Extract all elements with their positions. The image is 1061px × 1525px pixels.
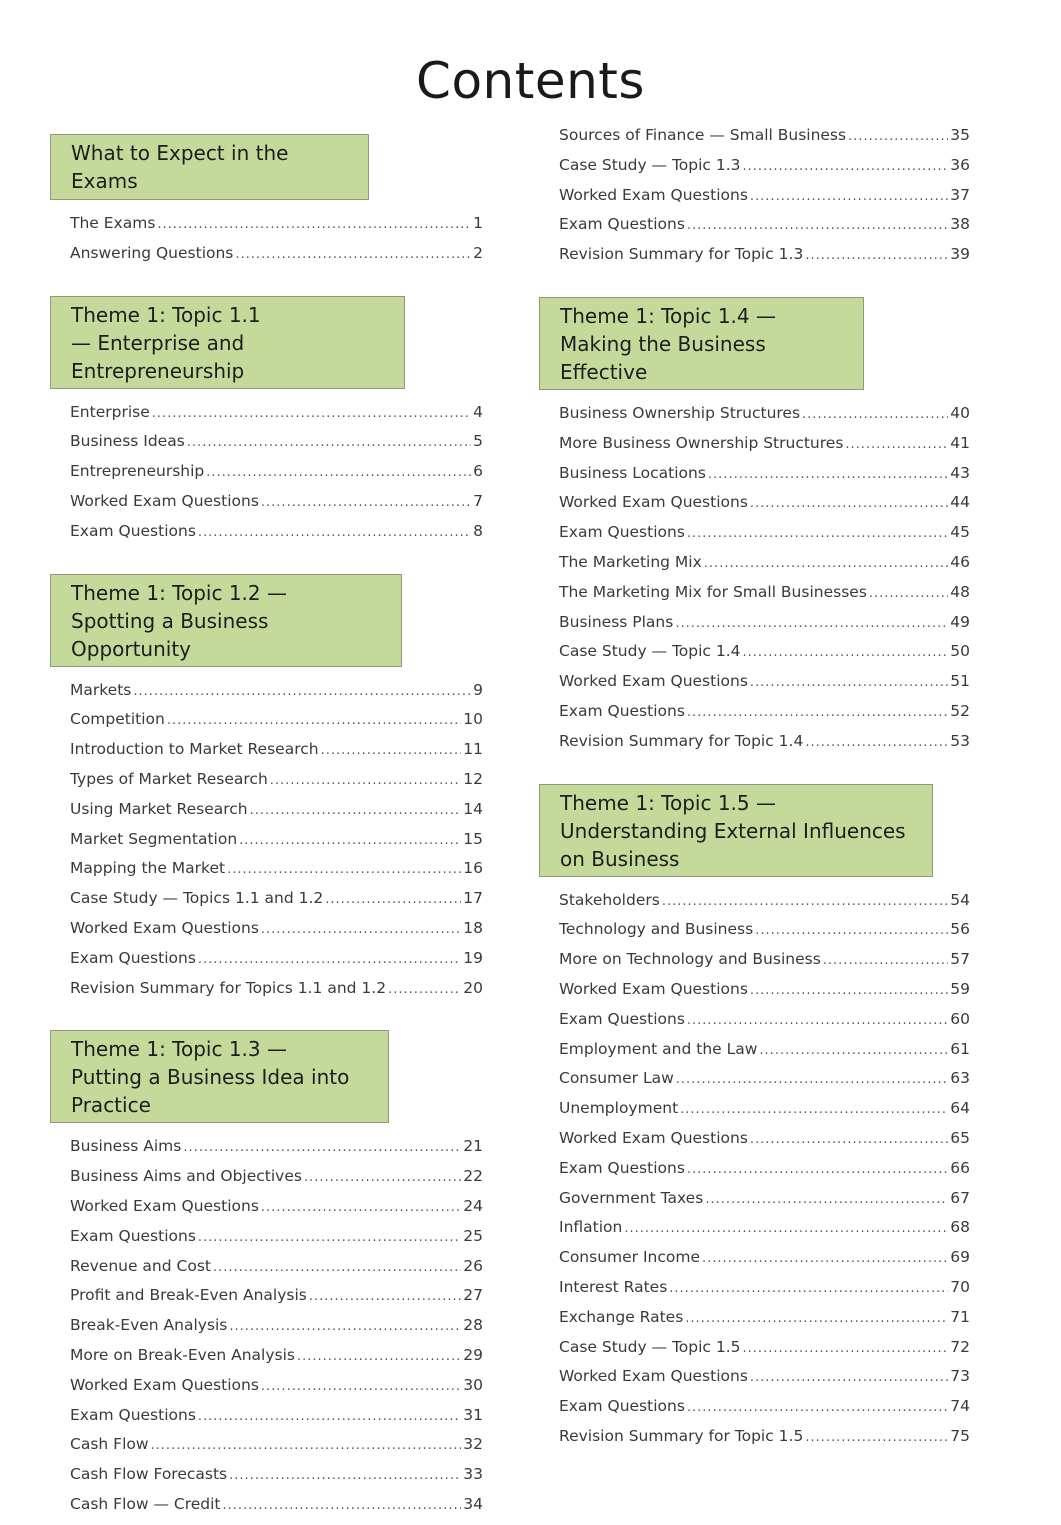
toc-entry-page: 49 bbox=[950, 612, 970, 631]
dot-leader bbox=[823, 953, 948, 968]
toc-entry[interactable] bbox=[559, 1248, 970, 1278]
dot-leader bbox=[675, 616, 948, 631]
toc-entry-page: 21 bbox=[463, 1137, 483, 1156]
toc-entry[interactable] bbox=[559, 186, 970, 216]
dot-leader bbox=[687, 526, 948, 541]
toc-entry-label: Worked Exam Questions bbox=[559, 493, 748, 512]
toc-entry-label: Profit and Break-Even Analysis bbox=[70, 1286, 307, 1305]
dot-leader bbox=[198, 1409, 461, 1424]
toc-entry[interactable] bbox=[559, 1010, 970, 1040]
toc-entry[interactable] bbox=[559, 404, 970, 434]
section-heading-line: Theme 1: Topic 1.5 — bbox=[560, 790, 776, 815]
toc-entry[interactable] bbox=[559, 523, 970, 553]
toc-entry-page: 34 bbox=[463, 1494, 483, 1513]
dot-leader bbox=[261, 922, 461, 937]
toc-entry-page: 61 bbox=[950, 1039, 970, 1058]
toc-entry[interactable] bbox=[559, 1189, 970, 1219]
toc-entry[interactable] bbox=[70, 949, 483, 979]
toc-entry-label: Exchange Rates bbox=[559, 1307, 684, 1326]
toc-entry-label: Exam Questions bbox=[70, 1405, 196, 1424]
toc-entry-label: The Marketing Mix for Small Businesses bbox=[559, 582, 867, 601]
toc-entry-label: More on Technology and Business bbox=[559, 950, 821, 969]
toc-entry-page: 75 bbox=[950, 1426, 970, 1445]
toc-entry-label: The Marketing Mix bbox=[559, 552, 702, 571]
section-heading-line: Making the Business Effective bbox=[560, 331, 766, 384]
toc-entry-page: 32 bbox=[463, 1435, 483, 1454]
dot-leader bbox=[198, 952, 461, 967]
toc-entry[interactable] bbox=[70, 492, 483, 522]
dot-leader bbox=[750, 189, 948, 204]
dot-leader bbox=[297, 1349, 461, 1364]
toc-entry-page: 20 bbox=[463, 978, 483, 997]
toc-entry-label: Unemployment bbox=[559, 1099, 679, 1118]
toc-entry[interactable] bbox=[559, 434, 970, 464]
toc-entry-label: Business Ownership Structures bbox=[559, 403, 801, 422]
toc-entry[interactable] bbox=[70, 1346, 483, 1376]
toc-entry-label: Exam Questions bbox=[559, 1397, 685, 1416]
toc-entry-page: 44 bbox=[950, 493, 970, 512]
toc-entry-label: Worked Exam Questions bbox=[70, 1375, 259, 1394]
dot-leader bbox=[687, 1162, 948, 1177]
toc-entry-label: Business Plans bbox=[559, 612, 674, 631]
toc-entry-page: 35 bbox=[950, 126, 970, 144]
toc-entry[interactable] bbox=[559, 1308, 970, 1338]
dot-leader bbox=[198, 1230, 461, 1245]
dot-leader bbox=[152, 406, 471, 421]
section-heading-line: Theme 1: Topic 1.2 — bbox=[71, 580, 287, 605]
toc-entry-label: Worked Exam Questions bbox=[70, 491, 259, 510]
toc-entry[interactable] bbox=[559, 553, 970, 583]
toc-entry[interactable] bbox=[559, 1069, 970, 1099]
toc-entry-label: Revision Summary for Topic 1.4 bbox=[559, 731, 804, 750]
dot-leader bbox=[167, 713, 461, 728]
dot-leader bbox=[223, 1498, 462, 1513]
dot-leader bbox=[261, 1200, 461, 1215]
dot-leader bbox=[151, 1438, 462, 1453]
toc-entry-page: 40 bbox=[950, 403, 970, 422]
dot-leader bbox=[229, 1468, 461, 1483]
toc-entry-page: 26 bbox=[463, 1256, 483, 1275]
toc-entry[interactable] bbox=[559, 583, 970, 613]
dot-leader bbox=[750, 1370, 948, 1385]
dot-leader bbox=[743, 645, 949, 660]
toc-entry-label: Consumer Income bbox=[559, 1248, 700, 1267]
left-column bbox=[50, 126, 483, 1525]
toc-entry-page: 53 bbox=[950, 731, 970, 750]
toc-entry-page: 56 bbox=[950, 920, 970, 939]
toc-entry[interactable] bbox=[70, 1465, 483, 1495]
dot-leader bbox=[687, 705, 948, 720]
toc-entry-label: The Exams bbox=[70, 214, 156, 232]
dot-leader bbox=[750, 1132, 948, 1147]
dot-leader bbox=[702, 1251, 948, 1266]
toc-entry-label: Case Study — Topic 1.4 bbox=[559, 642, 741, 661]
toc-entry[interactable] bbox=[70, 244, 483, 274]
toc-entry-label: Revision Summary for Topic 1.5 bbox=[559, 1426, 804, 1445]
dot-leader bbox=[704, 556, 948, 571]
dot-leader bbox=[157, 217, 471, 232]
toc-entry[interactable] bbox=[559, 215, 970, 245]
toc-entry[interactable] bbox=[559, 702, 970, 732]
dot-leader bbox=[270, 773, 461, 788]
section-heading bbox=[50, 1030, 389, 1123]
toc-entry[interactable] bbox=[559, 1278, 970, 1308]
toc-entry[interactable] bbox=[70, 740, 483, 770]
toc-entry-page: 10 bbox=[463, 710, 483, 729]
toc-entry-page: 8 bbox=[473, 521, 483, 540]
toc-entry-page: 7 bbox=[473, 491, 483, 510]
toc-entry[interactable] bbox=[559, 245, 970, 275]
dot-leader bbox=[802, 407, 948, 422]
toc-entry-label: Business Aims and Objectives bbox=[70, 1167, 302, 1186]
toc-entry[interactable] bbox=[70, 1197, 483, 1227]
toc-entry-page: 1 bbox=[473, 214, 483, 232]
toc-entry[interactable] bbox=[559, 156, 970, 186]
toc-entry-page: 54 bbox=[950, 890, 970, 909]
dot-leader bbox=[239, 833, 461, 848]
dot-leader bbox=[708, 467, 948, 482]
dot-leader bbox=[321, 743, 462, 758]
toc-entry-page: 60 bbox=[950, 1009, 970, 1028]
toc-entry-page: 14 bbox=[463, 799, 483, 818]
toc-entry[interactable] bbox=[559, 950, 970, 980]
toc-entry-page: 50 bbox=[950, 642, 970, 661]
dot-leader bbox=[845, 437, 948, 452]
toc-entry-label: Case Study — Topics 1.1 and 1.2 bbox=[70, 889, 324, 908]
dot-leader bbox=[187, 435, 471, 450]
toc-entry-page: 48 bbox=[950, 582, 970, 601]
toc-entry[interactable] bbox=[559, 672, 970, 702]
section-heading-line: — Enterprise and Entrepreneurship bbox=[71, 330, 245, 383]
dot-leader bbox=[755, 923, 948, 938]
toc-entry-label: Revision Summary for Topic 1.3 bbox=[559, 245, 804, 264]
toc-entry-page: 39 bbox=[950, 245, 970, 264]
toc-entry-page: 25 bbox=[463, 1226, 483, 1245]
dot-leader bbox=[750, 983, 948, 998]
toc-entry-page: 2 bbox=[473, 243, 483, 262]
toc-entry[interactable] bbox=[70, 1167, 483, 1197]
toc-entry-page: 70 bbox=[950, 1277, 970, 1296]
toc-entry[interactable] bbox=[70, 1376, 483, 1406]
toc-entry-label: Competition bbox=[70, 710, 165, 729]
section-heading bbox=[50, 296, 405, 389]
toc-entry-label: Government Taxes bbox=[559, 1188, 704, 1207]
toc-entry-page: 45 bbox=[950, 523, 970, 542]
toc-entry-page: 27 bbox=[463, 1286, 483, 1305]
toc-entry[interactable] bbox=[559, 1159, 970, 1189]
toc-entry[interactable] bbox=[559, 1367, 970, 1397]
entry-list bbox=[70, 403, 483, 552]
toc-entry-label: Worked Exam Questions bbox=[559, 979, 748, 998]
toc-entry-page: 28 bbox=[463, 1316, 483, 1335]
toc-entry-label: Worked Exam Questions bbox=[559, 1128, 748, 1147]
toc-entry-page: 43 bbox=[950, 463, 970, 482]
dot-leader bbox=[133, 684, 471, 699]
toc-entry-label: Business Ideas bbox=[70, 432, 185, 451]
dot-leader bbox=[669, 1281, 948, 1296]
toc-entry-label: Employment and the Law bbox=[559, 1039, 758, 1058]
toc-entry-label: Answering Questions bbox=[70, 243, 234, 262]
toc-entry-label: Exam Questions bbox=[70, 521, 196, 540]
toc-entry-page: 33 bbox=[463, 1465, 483, 1484]
toc-entry-page: 67 bbox=[950, 1188, 970, 1207]
toc-entry-page: 9 bbox=[473, 680, 483, 699]
toc-entry-page: 37 bbox=[950, 185, 970, 204]
toc-entry-page: 71 bbox=[950, 1307, 970, 1326]
section-heading-line: Putting a Business Idea into Practice bbox=[71, 1065, 350, 1118]
section-heading-line: Understanding External Influences on Business bbox=[560, 818, 906, 871]
toc-entry-page: 51 bbox=[950, 672, 970, 691]
toc-entry-label: Case Study — Topic 1.5 bbox=[559, 1337, 741, 1356]
entry-list bbox=[559, 404, 970, 762]
toc-entry-label: Using Market Research bbox=[70, 799, 248, 818]
toc-entry[interactable] bbox=[559, 464, 970, 494]
toc-entry-page: 6 bbox=[473, 462, 483, 481]
toc-entry-label: Stakeholders bbox=[559, 890, 660, 909]
toc-entry-label: Worked Exam Questions bbox=[559, 1367, 748, 1386]
dot-leader bbox=[261, 495, 471, 510]
page-title: Contents bbox=[416, 52, 645, 110]
dot-leader bbox=[685, 1311, 948, 1326]
section-heading-line: Spotting a Business Opportunity bbox=[71, 608, 269, 661]
toc-entry[interactable] bbox=[559, 732, 970, 762]
dot-leader bbox=[227, 862, 461, 877]
toc-entry[interactable] bbox=[70, 681, 483, 711]
toc-entry[interactable] bbox=[559, 613, 970, 643]
toc-entry-page: 66 bbox=[950, 1158, 970, 1177]
toc-entry[interactable] bbox=[70, 800, 483, 830]
dot-leader bbox=[805, 248, 948, 263]
toc-entry[interactable] bbox=[70, 1435, 483, 1465]
toc-entry[interactable] bbox=[559, 1427, 970, 1457]
toc-entry-page: 4 bbox=[473, 402, 483, 421]
toc-entry[interactable] bbox=[70, 919, 483, 949]
toc-entry-label: Break-Even Analysis bbox=[70, 1316, 228, 1335]
dot-leader bbox=[325, 892, 461, 907]
toc-entry[interactable] bbox=[559, 1129, 970, 1159]
toc-entry[interactable] bbox=[70, 1406, 483, 1436]
toc-entry-page: 36 bbox=[950, 155, 970, 174]
section-heading-line: Theme 1: Topic 1.1 bbox=[71, 302, 261, 327]
toc-entry-page: 46 bbox=[950, 552, 970, 571]
dot-leader bbox=[261, 1379, 461, 1394]
toc-entry-label: Introduction to Market Research bbox=[70, 740, 319, 759]
toc-entry-label: Sources of Finance — Small Business bbox=[559, 126, 847, 144]
toc-entry-label: Markets bbox=[70, 680, 132, 699]
toc-entry-label: Worked Exam Questions bbox=[70, 918, 259, 937]
toc-entry[interactable] bbox=[70, 403, 483, 433]
toc-entry[interactable] bbox=[559, 891, 970, 921]
toc-entry-label: Cash Flow Forecasts bbox=[70, 1465, 228, 1484]
dot-leader bbox=[183, 1140, 461, 1155]
section-heading: What to Expect in the Exams bbox=[50, 134, 369, 200]
toc-entry-label: Business Aims bbox=[70, 1137, 182, 1156]
toc-entry-label: Interest Rates bbox=[559, 1277, 668, 1296]
toc-entry-page: 63 bbox=[950, 1069, 970, 1088]
toc-entry-page: 30 bbox=[463, 1375, 483, 1394]
entry-list bbox=[70, 214, 483, 274]
toc-entry-page: 69 bbox=[950, 1248, 970, 1267]
toc-entry-label: Worked Exam Questions bbox=[559, 672, 748, 691]
dot-leader bbox=[705, 1192, 948, 1207]
section-heading bbox=[539, 297, 864, 390]
toc-entry[interactable] bbox=[559, 1338, 970, 1368]
toc-entry-label: Exam Questions bbox=[70, 1226, 196, 1245]
toc-entry-label: Technology and Business bbox=[559, 920, 754, 939]
dot-leader bbox=[206, 465, 471, 480]
dot-leader bbox=[250, 803, 462, 818]
dot-leader bbox=[235, 247, 471, 262]
toc-entry[interactable] bbox=[70, 859, 483, 889]
dot-leader bbox=[662, 894, 948, 909]
dot-leader bbox=[743, 1341, 949, 1356]
toc-entry[interactable] bbox=[70, 432, 483, 462]
toc-entry-label: Exam Questions bbox=[559, 701, 685, 720]
toc-entry[interactable] bbox=[559, 920, 970, 950]
toc-entry-page: 15 bbox=[463, 829, 483, 848]
toc-entry-page: 64 bbox=[950, 1099, 970, 1118]
toc-entry[interactable] bbox=[559, 1397, 970, 1427]
toc-entry-page: 17 bbox=[463, 889, 483, 908]
dot-leader bbox=[759, 1043, 948, 1058]
toc-entry-label: Cash Flow — Credit bbox=[70, 1494, 221, 1513]
toc-entry-page: 38 bbox=[950, 215, 970, 234]
dot-leader bbox=[676, 1072, 948, 1087]
toc-entry-page: 68 bbox=[950, 1218, 970, 1237]
toc-entry[interactable] bbox=[70, 522, 483, 552]
dot-leader bbox=[750, 675, 948, 690]
dot-leader bbox=[687, 1400, 948, 1415]
toc-entry-page: 59 bbox=[950, 979, 970, 998]
toc-entry-page: 31 bbox=[463, 1405, 483, 1424]
toc-entry[interactable] bbox=[559, 1040, 970, 1070]
toc-entry[interactable] bbox=[559, 980, 970, 1010]
toc-entry-page: 73 bbox=[950, 1367, 970, 1386]
toc-entry-label: More on Break-Even Analysis bbox=[70, 1345, 295, 1364]
right-column bbox=[539, 126, 970, 1457]
toc-entry-label: Worked Exam Questions bbox=[70, 1196, 259, 1215]
toc-entry-label: Types of Market Research bbox=[70, 769, 268, 788]
toc-entry-label: Exam Questions bbox=[559, 1158, 685, 1177]
toc-entry-label: Enterprise bbox=[70, 402, 150, 421]
toc-entry-page: 5 bbox=[473, 432, 483, 451]
toc-entry-page: 16 bbox=[463, 859, 483, 878]
toc-entry[interactable] bbox=[70, 1286, 483, 1316]
dot-leader bbox=[213, 1260, 461, 1275]
toc-entry-label: Cash Flow bbox=[70, 1435, 149, 1454]
dot-leader bbox=[848, 129, 948, 144]
toc-entry[interactable] bbox=[559, 1218, 970, 1248]
toc-entry[interactable] bbox=[559, 642, 970, 672]
dot-leader bbox=[624, 1221, 948, 1236]
dot-leader bbox=[680, 1102, 948, 1117]
toc-entry[interactable] bbox=[559, 126, 970, 156]
toc-entry[interactable] bbox=[70, 710, 483, 740]
toc-entry[interactable] bbox=[70, 1227, 483, 1257]
section-heading bbox=[539, 784, 933, 877]
toc-entry-page: 41 bbox=[950, 433, 970, 452]
toc-entry[interactable] bbox=[70, 462, 483, 492]
toc-entry-page: 74 bbox=[950, 1397, 970, 1416]
toc-entry-label: More Business Ownership Structures bbox=[559, 433, 844, 452]
toc-entry[interactable] bbox=[70, 770, 483, 800]
toc-entry[interactable] bbox=[70, 1137, 483, 1167]
toc-entry-page: 24 bbox=[463, 1196, 483, 1215]
toc-entry[interactable] bbox=[559, 493, 970, 523]
toc-entry-label: Consumer Law bbox=[559, 1069, 674, 1088]
dot-leader bbox=[743, 159, 949, 174]
dot-leader bbox=[687, 1013, 948, 1028]
dot-leader bbox=[750, 496, 948, 511]
toc-entry-page: 29 bbox=[463, 1345, 483, 1364]
toc-entry-page: 72 bbox=[950, 1337, 970, 1356]
dot-leader bbox=[229, 1319, 461, 1334]
toc-entry-label: Revision Summary for Topics 1.1 and 1.2 bbox=[70, 978, 387, 997]
dot-leader bbox=[687, 218, 948, 233]
toc-entry-label: Worked Exam Questions bbox=[559, 185, 748, 204]
toc-entry[interactable] bbox=[559, 1099, 970, 1129]
dot-leader bbox=[805, 1430, 948, 1445]
toc-entry-page: 22 bbox=[463, 1167, 483, 1186]
toc-entry[interactable] bbox=[70, 1316, 483, 1346]
toc-entry[interactable] bbox=[70, 214, 483, 244]
dot-leader bbox=[304, 1170, 461, 1185]
dot-leader bbox=[388, 982, 461, 997]
toc-entry-label: Market Segmentation bbox=[70, 829, 238, 848]
toc-entry-label: Exam Questions bbox=[559, 523, 685, 542]
entry-list bbox=[559, 891, 970, 1457]
toc-entry-label: Exam Questions bbox=[559, 215, 685, 234]
section-heading bbox=[50, 574, 402, 667]
dot-leader bbox=[869, 586, 948, 601]
toc-entry-page: 18 bbox=[463, 918, 483, 937]
toc-entry-label: Revenue and Cost bbox=[70, 1256, 211, 1275]
dot-leader bbox=[309, 1289, 461, 1304]
section-heading-line: Theme 1: Topic 1.3 — bbox=[71, 1037, 287, 1062]
toc-entry-label: Exam Questions bbox=[70, 948, 196, 967]
dot-leader bbox=[198, 525, 471, 540]
toc-entry-label: Business Locations bbox=[559, 463, 706, 482]
toc-entry-label: Exam Questions bbox=[559, 1009, 685, 1028]
toc-entry[interactable] bbox=[70, 1257, 483, 1287]
toc-entry[interactable] bbox=[70, 889, 483, 919]
toc-entry-page: 52 bbox=[950, 701, 970, 720]
dot-leader bbox=[805, 735, 948, 750]
toc-entry-label: Entrepreneurship bbox=[70, 462, 205, 481]
toc-entry-label: Case Study — Topic 1.3 bbox=[559, 155, 741, 174]
entry-list bbox=[559, 126, 970, 275]
toc-entry-page: 19 bbox=[463, 948, 483, 967]
entry-list bbox=[70, 1137, 483, 1524]
toc-entry-label: Inflation bbox=[559, 1218, 623, 1237]
toc-entry-page: 12 bbox=[463, 769, 483, 788]
toc-entry-page: 11 bbox=[463, 740, 483, 759]
toc-entry[interactable] bbox=[70, 979, 483, 1009]
toc-entry[interactable] bbox=[70, 830, 483, 860]
toc-entry[interactable] bbox=[70, 1495, 483, 1525]
toc-entry-page: 65 bbox=[950, 1128, 970, 1147]
entry-list bbox=[70, 681, 483, 1009]
toc-entry-label: Mapping the Market bbox=[70, 859, 226, 878]
toc-entry-page: 57 bbox=[950, 950, 970, 969]
section-heading-line: Theme 1: Topic 1.4 — bbox=[560, 303, 776, 328]
